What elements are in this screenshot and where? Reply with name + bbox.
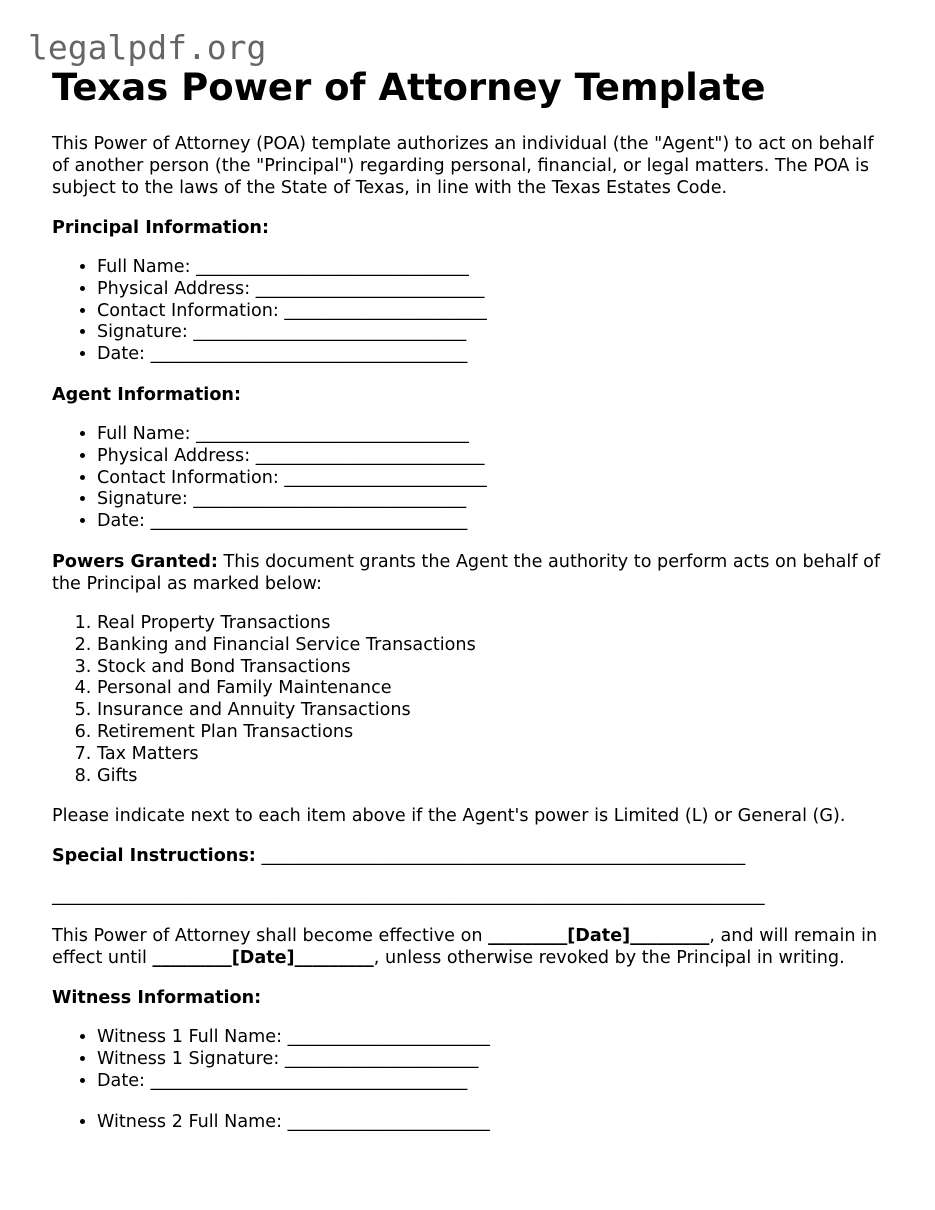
page-title: Texas Power of Attorney Template (52, 66, 766, 109)
agent-field-item (97, 424, 892, 446)
powers-text: This document grants the Agent the authority to perform acts on behalf of the Principal as marked below: (52, 551, 881, 594)
principal-field-item (97, 344, 892, 366)
effective-text-3: , unless otherwise revoked by the Principal in writing. (373, 948, 845, 969)
witness-field-item (97, 1071, 892, 1093)
effective-text-1: This Power of Attorney shall become effective on (52, 926, 489, 947)
power-item: 5. Insurance and Annuity Transactions (97, 700, 892, 722)
witness-heading: Witness Information: (52, 988, 262, 1009)
witness-fields-list (52, 1027, 892, 1092)
witness-field-label: Witness 1 Full Name: (97, 1027, 282, 1048)
effective-blank-1[interactable]: _________ (488, 926, 568, 947)
special-heading: Special Instructions: (52, 846, 256, 867)
witness2-field-label: Witness 2 Full Name: (97, 1111, 282, 1132)
power-item: 1. Real Property Transactions (97, 613, 892, 635)
witness-field-label: Date: (97, 1070, 145, 1091)
powers-heading: Powers Granted: (52, 551, 218, 572)
agent-field-blank[interactable]: __________________________ (255, 445, 485, 466)
power-item: 3. Stock and Bond Transactions (97, 657, 892, 679)
agent-field-label: Contact Information: (97, 467, 279, 488)
principal-field-label: Signature: (97, 322, 188, 343)
principal-field-item (97, 322, 892, 344)
witness-field-blank[interactable]: _______________________ (287, 1027, 490, 1048)
agent-field-label: Date: (97, 511, 145, 532)
agent-fields-list (52, 424, 892, 533)
witness-field-blank[interactable]: ____________________________________ (150, 1070, 468, 1091)
principal-fields-list (52, 257, 892, 366)
principal-field-label: Physical Address: (97, 278, 251, 299)
power-item: 2. Banking and Financial Service Transactions (97, 635, 892, 657)
agent-field-blank[interactable]: _______________________________ (193, 489, 467, 510)
agent-heading: Agent Information: (52, 384, 241, 405)
agent-field-label: Physical Address: (97, 445, 251, 466)
special-instructions (52, 845, 892, 867)
effective-text-2: , and will remain in effect until (52, 926, 878, 969)
witness2-field-blank[interactable]: _______________________ (287, 1111, 490, 1132)
agent-field-item (97, 446, 892, 468)
intro-paragraph: This Power of Attorney (POA) template authorizes an individual (the "Agent") to act on behalf of another person (the "Principal") regarding personal, financial, or legal matters. The POA is subject to the laws of the State of Texas, in line with the Texas Estates Code. (52, 134, 874, 198)
effective-blank-3[interactable]: _________ (152, 948, 232, 969)
document-body (52, 66, 892, 1134)
agent-field-item (97, 511, 892, 533)
witness-field-item (97, 1049, 892, 1071)
agent-field-item (97, 489, 892, 511)
principal-field-blank[interactable]: _______________________________ (196, 257, 469, 277)
watermark-logo: legalpdf.org (28, 28, 267, 67)
effective-blank-2[interactable]: _________ (630, 926, 710, 947)
principal-field-label: Date: (97, 344, 145, 365)
principal-field-label: Full Name: (97, 257, 191, 277)
agent-field-item (97, 468, 892, 490)
effective-blank-4[interactable]: _________ (294, 948, 374, 969)
witness-field-blank[interactable]: ______________________ (284, 1049, 479, 1070)
principal-field-blank[interactable]: _______________________________ (193, 322, 467, 343)
power-item: 6. Retirement Plan Transactions (97, 722, 892, 744)
principal-field-item (97, 301, 892, 323)
powers-list (52, 613, 892, 787)
powers-paragraph (52, 551, 892, 595)
witness2-fields-list (52, 1112, 892, 1134)
effective-paragraph (52, 925, 892, 969)
witness-field-label: Witness 1 Signature: (97, 1049, 280, 1070)
agent-field-blank[interactable]: _______________________ (284, 467, 487, 488)
principal-field-item (97, 279, 892, 301)
agent-field-blank[interactable]: ____________________________________ (150, 511, 468, 532)
agent-field-label: Full Name: (97, 423, 191, 444)
principal-field-blank[interactable]: __________________________ (255, 278, 485, 299)
principal-field-item (97, 257, 892, 279)
power-item: 4. Personal and Family Maintenance (97, 678, 892, 700)
principal-field-label: Contact Information: (97, 300, 279, 321)
effective-date-2[interactable]: [Date] (231, 948, 295, 969)
agent-field-label: Signature: (97, 489, 188, 510)
agent-field-blank[interactable]: _______________________________ (196, 423, 469, 444)
principal-field-blank[interactable]: _______________________ (284, 300, 487, 321)
special-blank-1[interactable]: _______________________________________________________ (261, 846, 746, 867)
special-blank-2[interactable]: _________________________________________________________________________________ (52, 886, 765, 907)
principal-field-blank[interactable]: ____________________________________ (150, 344, 468, 365)
powers-note: Please indicate next to each item above if the Agent's power is Limited (L) or General (G). (52, 806, 846, 827)
effective-date-1[interactable]: [Date] (567, 926, 631, 947)
principal-heading: Principal Information: (52, 218, 269, 238)
power-item: 7. Tax Matters (97, 744, 892, 766)
witness2-field-item (97, 1112, 892, 1134)
power-item: 8. Gifts (97, 766, 892, 788)
witness-field-item (97, 1027, 892, 1049)
